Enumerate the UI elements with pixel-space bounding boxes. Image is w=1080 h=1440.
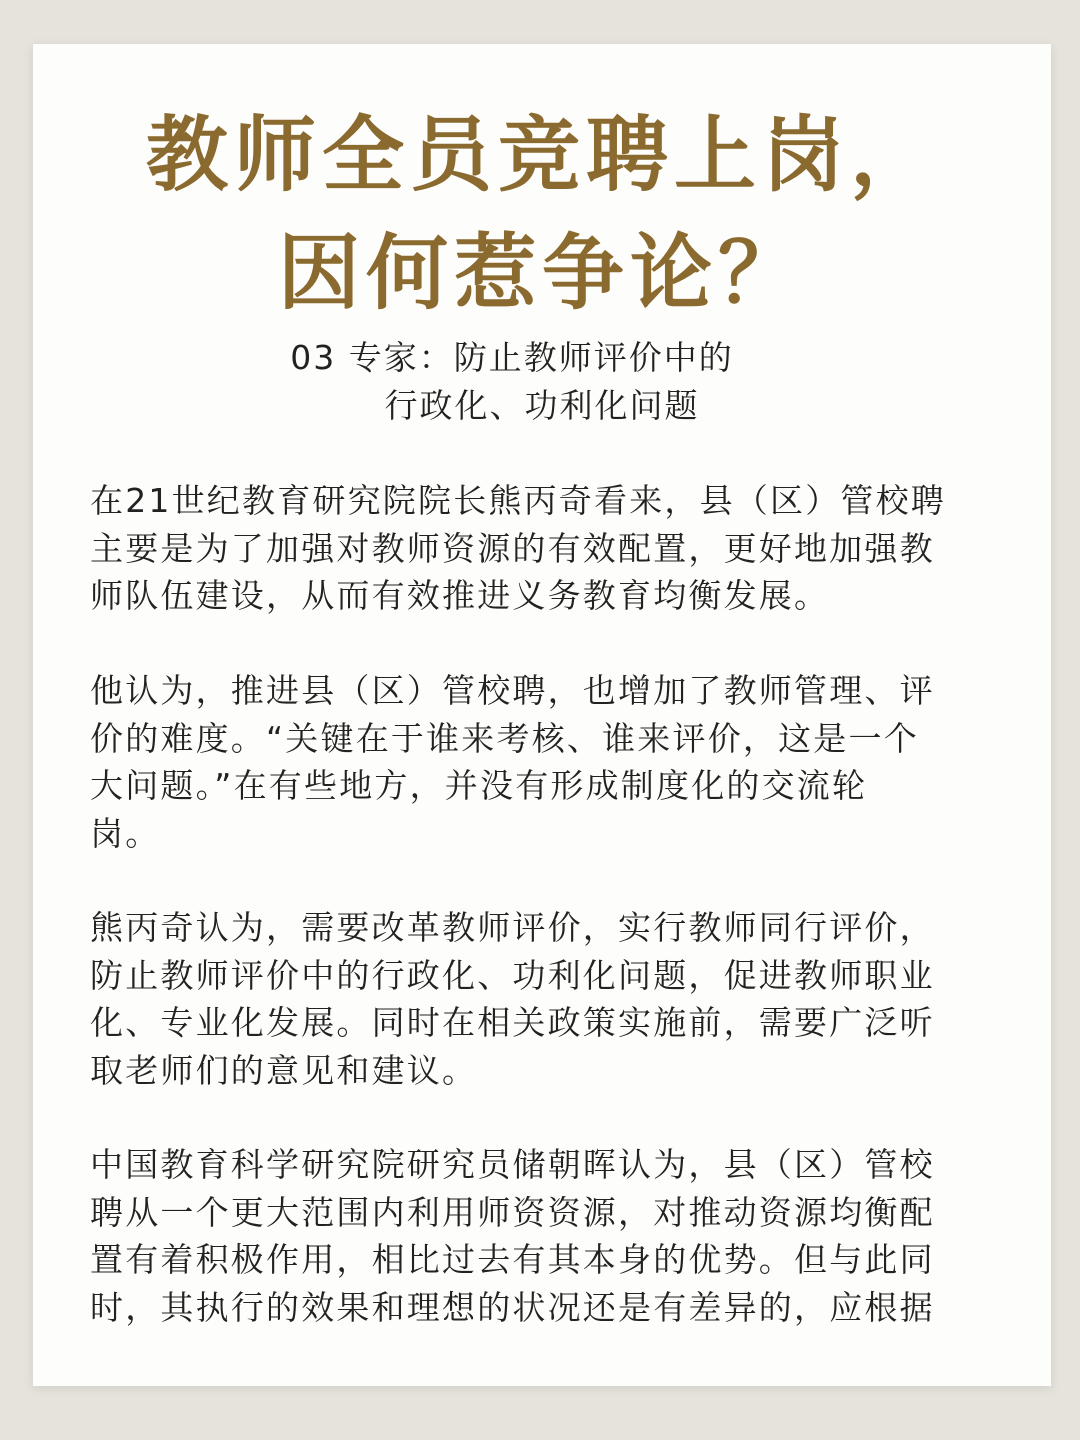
subtitle-line: 03 专家：防止教师评价中的 [290, 338, 734, 377]
article-title [33, 96, 1051, 332]
title-line: 教师全员竞聘上岗， [145, 107, 938, 203]
article-card [33, 44, 1051, 1386]
paragraph-line: 取老师们的意见和建议。 [90, 1050, 478, 1090]
paragraph-line: 时，其执行的效果和理想的状况还是有差异的，应根据 [90, 1287, 935, 1327]
paragraph-line: 价的难度。“关键在于谁来考核、谁来评价，这是一个 [90, 718, 919, 758]
paragraph-2 [90, 667, 1010, 857]
paragraph-line: 中国教育科学研究院研究员储朝晖认为，县（区）管校 [90, 1145, 935, 1184]
paragraph-line: 在21世纪教育研究院院长熊丙奇看来，县（区）管校聘 [90, 481, 946, 520]
title-line: 因何惹争论？ [277, 225, 806, 321]
paragraph-1 [90, 477, 1010, 620]
paragraph-line: 熊丙奇认为，需要改革教师评价，实行教师同行评价， [90, 908, 935, 947]
paragraph-line: 他认为，推进县（区）管校聘，也增加了教师管理、评 [90, 671, 935, 710]
paragraph-4 [90, 1141, 1010, 1331]
paragraph-line: 防止教师评价中的行政化、功利化问题，促进教师职业 [90, 955, 935, 995]
subtitle-line: 行政化、功利化问题 [384, 386, 700, 425]
paragraph-line: 师队伍建设，从而有效推进义务教育均衡发展。 [90, 576, 830, 615]
section-subtitle [33, 334, 1051, 430]
paragraph-line: 置有着积极作用，相比过去有其本身的优势。但与此同 [90, 1240, 935, 1279]
paragraph-line: 聘从一个更大范围内利用师资资源，对推动资源均衡配 [90, 1192, 935, 1232]
paragraph-line: 主要是为了加强对教师资源的有效配置，更好地加强教 [90, 528, 935, 568]
paragraph-line: 大问题。”在有些地方，并没有形成制度化的交流轮 [90, 766, 868, 805]
paragraph-line: 化、专业化发展。同时在相关政策实施前，需要广泛听 [90, 1003, 935, 1042]
paragraph-3 [90, 904, 1010, 1094]
paragraph-line: 岗。 [90, 813, 161, 853]
